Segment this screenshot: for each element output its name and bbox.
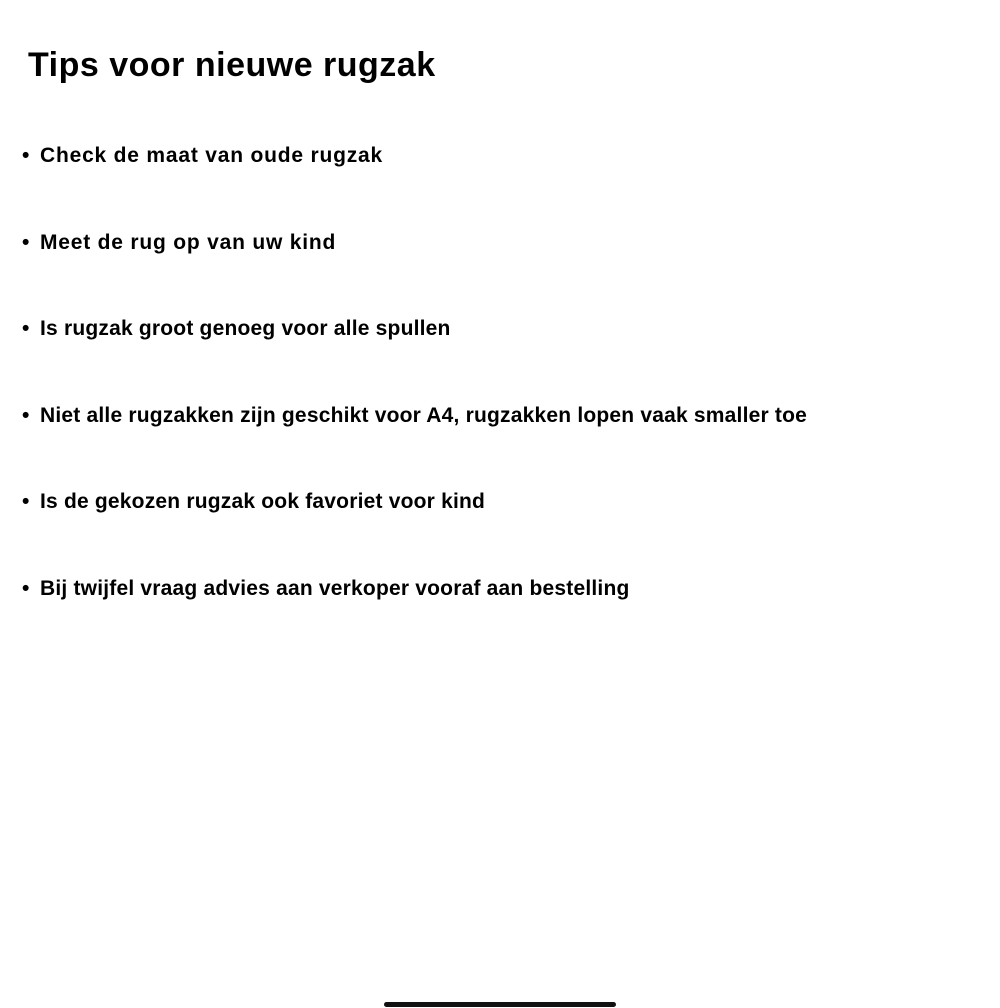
list-item xyxy=(22,144,383,168)
bullet-text: Check de maat van oude rugzak xyxy=(40,144,383,167)
home-indicator-bar xyxy=(384,1002,616,1007)
list-item xyxy=(22,231,336,255)
bullet-icon: • xyxy=(22,577,30,600)
bullet-text: Is de gekozen rugzak ook favoriet voor kind xyxy=(40,490,486,513)
list-item xyxy=(22,577,630,601)
bullet-icon: • xyxy=(22,490,30,513)
bullet-text: Is rugzak groot genoeg voor alle spullen xyxy=(40,317,451,340)
bullet-text: Bij twijfel vraag advies aan verkoper vooraf aan bestelling xyxy=(40,577,630,600)
bullet-icon: • xyxy=(22,231,30,254)
bullet-icon: • xyxy=(22,144,30,167)
bullet-icon: • xyxy=(22,404,30,427)
page-title: Tips voor nieuwe rugzak xyxy=(28,46,436,84)
bullet-icon: • xyxy=(22,317,30,340)
list-item xyxy=(22,317,451,341)
list-item xyxy=(22,404,807,428)
bullet-text: Niet alle rugzakken zijn geschikt voor A4, rugzakken lopen vaak smaller toe xyxy=(40,404,807,427)
bullet-text: Meet de rug op van uw kind xyxy=(40,231,337,254)
list-item xyxy=(22,490,485,514)
